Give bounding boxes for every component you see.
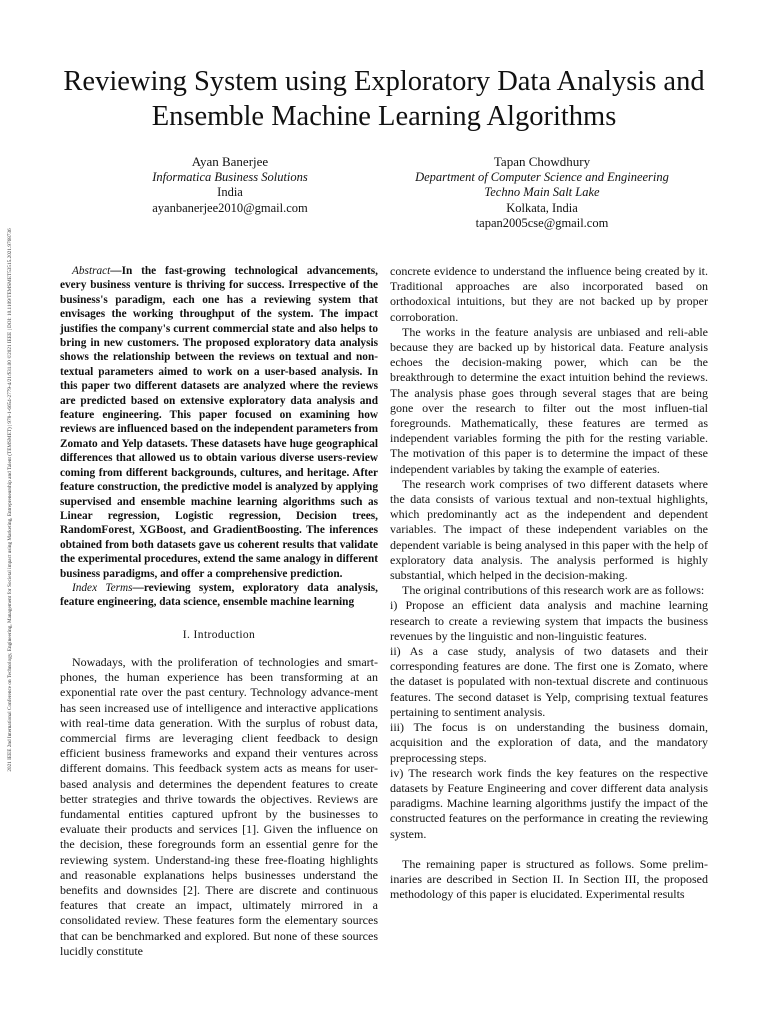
section-heading-introduction: I. Introduction [182, 628, 256, 641]
index-terms [60, 581, 378, 610]
paper-title: Reviewing System using Exploratory Data Analysis and Ensemble Machine Learning Algorithms [63, 66, 705, 132]
author-email: tapan2005cse@gmail.com [475, 216, 609, 230]
author-name: Tapan Chowdhury [493, 154, 591, 169]
author-name: Ayan Banerjee [191, 154, 269, 169]
paragraph-continued: concrete evidence to understand the influence being created by it. Traditional approaches are also incorporated based on orthodoxical intuitions, but they are not backed up by proper corroboration. [390, 264, 708, 324]
contribution-item-4: iv) The research work finds the key features on the respective datasets by Feature Engineering and cover different data analysis paradigms. Machine learning algorithms justify the impact of the constructed features on the performance in creating the reviewing system. [390, 765, 708, 841]
author-affiliation-2: Techno Main Salt Lake [484, 185, 600, 199]
author-location: India [217, 185, 243, 199]
side-note-text: 2021 IEEE 2nd International Conference on Technology, Engineering, Management for Societal impact using Marketing, Entrepreneurship and Talent (TEMSMET) | 978-1-6654-2779-4/21/$31.00 ©2021 IEEE | DOI: 10.1109/TEMSMET53515.2021.9768736 [7, 228, 13, 772]
author-email: ayanbanerjee2010@gmail.com [152, 200, 308, 215]
paragraph-feature-analysis: The works in the feature analysis are unbiased and reli-able because they are backed up by historical data. Feature analysis echoes the decision-making power, which can be the breakthrough to determine the exact intuition behind the reviews. The analysis phase goes through several stages that are being gone over the research to filter out the most influen-tial foregrounds. Mathematically, these features are termed as independent variables forming the pith for the resting variable. The motivation of this paper is to determine the impact of these independent variables by taking the example of eateries. [390, 324, 708, 476]
contribution-item-1: i) Propose an efficient data analysis and machine learning research to create a reviewing system that impacts the business revenues by the linguistic and non-linguistic features. [390, 598, 708, 643]
index-terms-label: Index Terms [72, 581, 133, 594]
contribution-item-2: ii) As a case study, analysis of two datasets and their corresponding features are done. The first one is Zomato, where the dataset is populated with non-textual discrete and continuous features. The second dataset is Yelp, comprising textual features pertaining to sentiment analysis. [390, 644, 708, 719]
paragraph-gap [390, 842, 708, 857]
author-location: Kolkata, India [506, 200, 578, 215]
abstract [60, 264, 378, 581]
index-terms-text: —reviewing system, exploratory data analysis, feature engineering, data science, ensemble machine learning [60, 581, 378, 609]
contribution-item-3: iii) The focus is on understanding the business domain, acquisition and the exploration of data, and the mandatory preprocessing steps. [390, 720, 708, 765]
author-block-2 [362, 154, 722, 232]
ieee-side-note [3, 170, 17, 830]
paragraph-datasets: The research work comprises of two different datasets where the data consists of various textual and non-textual highlights, which predominantly act as the independent and dependent variables. The impact of these independent variables on the dependent variable is being analysed in this paper with the help of exploratory data analysis. The analysis performed is highly substantial, which helped in the decision-making. [390, 476, 708, 583]
left-column [60, 264, 378, 959]
abstract-label: Abstract [72, 265, 111, 277]
intro-paragraph-1: Nowadays, with the proliferation of technologies and smart-phones, the human experience has been transforming at an exponential rate over the past century. Technology advance-ment has seen increased use of intelligence and interactive applications with real-time data generation. With the surplus of robust data, commercial firms are leveraging client feedback to design efficient business frameworks and expand their ventures across different domains. This feedback system acts as means for user-based analysis and determines the dependent features to create better strategies and thrive towards the objectives. Reviews are fundamental entities captured upfront by the businesses to evaluate their products and services [1]. Given the influence on the decision, these foregrounds form an essential genre for the reviewing system. Understand-ing these free-floating highlights and reasonable explanations helps businesses understand the benefits and downsides [2]. There are discrete and continuous features that create an impact, ultimately mirrored in a consolidated review. These features form the elementary sources that can be benchmarked and explored. But none of these sources lucidly constitute [60, 654, 378, 958]
paragraph-structure: The remaining paper is structured as follows. Some prelim-inaries are described in Section II. In Section III, the proposed methodology of this paper is elucidated. Experimental results [390, 856, 708, 902]
paragraph-contributions-intro: The original contributions of this research work are as follows: [402, 583, 705, 598]
author-affiliation: Department of Computer Science and Engineering [415, 169, 669, 184]
author-affiliation: Informatica Business Solutions [152, 169, 308, 184]
right-column [390, 264, 708, 902]
author-block-1 [100, 154, 360, 216]
abstract-text: —In the fast-growing technological advancements, every business venture is thriving for success. Irrespective of the business's paradigm, each one has a reviewing system that envisages the working throughput of the system. The impact justifies the company's current commercial state and also helps to bring in new customers. The proposed exploratory data analysis shows the relationship between the reviews on textual and non-textual parameters aimed to work on a user-based analysis. In this paper two different datasets are analyzed where the reviews are predicted based on extensive exploratory data analysis and feature engineering. This paper focused on examining how reviews are influenced based on the independent parameters from Zomato and Yelp datasets. These datasets have huge geographical differences that allowed us to obtain various diverse users-review coming from different backgrounds, cultures, and heritage. After feature construction, the predictive model is analyzed by applying supervised and ensemble machine learning algorithms such as Linear regression, Logistic regression, Decision trees, RandomForest, XGBoost, and GradientBoosting. The inferences obtained from both datasets gave us coherent results that validate the experimental procedures, extend the same analogy in different business paradigms, and offer a comprehensive prediction. [60, 265, 378, 580]
